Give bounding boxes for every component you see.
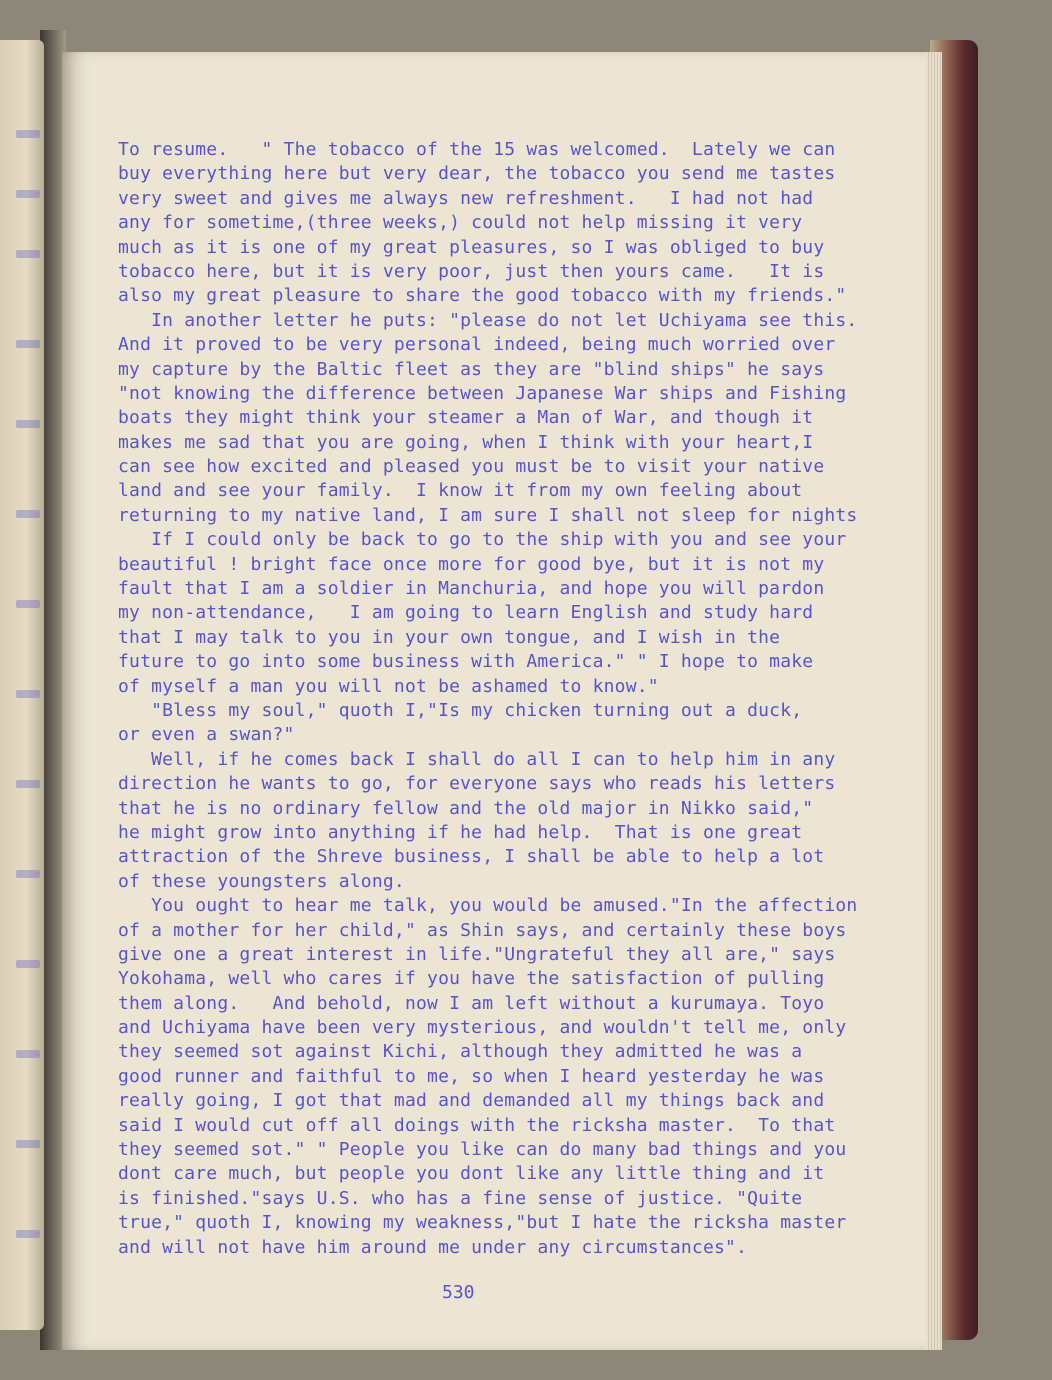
ink-bleed <box>16 340 40 348</box>
ink-bleed <box>16 960 40 968</box>
text-line: that I may talk to you in your own tongue, and I wish in the <box>118 626 781 648</box>
text-line: my non-attendance, I am going to learn English and study hard <box>118 602 814 624</box>
text-line: attraction of the Shreve business, I shall be able to help a lot <box>118 846 825 868</box>
text-line: really going, I got that mad and demanded all my things back and <box>118 1090 825 1112</box>
text-line: of myself a man you will not be ashamed to know." <box>118 675 659 697</box>
ink-bleed <box>16 420 40 428</box>
text-line: Yokohama, well who cares if you have the satisfaction of pulling <box>118 968 825 990</box>
text-line: "not knowing the difference between Japanese War ships and Fishing <box>118 382 847 404</box>
text-line: give one a great interest in life."Ungrateful they all are," says <box>118 943 836 965</box>
text-line: can see how excited and pleased you must be to visit your native <box>118 456 825 478</box>
typed-text-block <box>118 138 938 1260</box>
text-line: future to go into some business with America." " I hope to make <box>118 651 814 673</box>
ink-bleed <box>16 130 40 138</box>
text-line: and will not have him around me under any circumstances". <box>118 1236 748 1258</box>
ink-bleed <box>16 780 40 788</box>
ink-bleed <box>16 690 40 698</box>
ink-bleed <box>16 1230 40 1238</box>
book-page <box>62 52 942 1350</box>
left-page-edge <box>0 40 44 1330</box>
text-line: also my great pleasure to share the good tobacco with my friends." <box>118 285 847 307</box>
text-line: To resume. " The tobacco of the 15 was welcomed. Lately we can <box>118 139 836 160</box>
text-line: is finished."says U.S. who has a fine sense of justice. "Quite <box>118 1187 803 1209</box>
text-line: said I would cut off all doings with the ricksha master. To that <box>118 1114 836 1136</box>
text-line: very sweet and gives me always new refreshment. I had not had <box>118 187 814 209</box>
text-line: they seemed sot against Kichi, although they admitted he was a <box>118 1041 803 1063</box>
text-line: any for sometime,(three weeks,) could not help missing it very <box>118 212 803 234</box>
text-line: "Bless my soul," quoth I,"Is my chicken turning out a duck, <box>118 699 803 721</box>
text-line: or even a swan?" <box>118 724 295 746</box>
text-line: they seemed sot." " People you like can do many bad things and you <box>118 1139 847 1161</box>
text-line: and Uchiyama have been very mysterious, and wouldn't tell me, only <box>118 1017 847 1039</box>
text-line: If I could only be back to go to the ship with you and see your <box>118 529 847 551</box>
text-line: Well, if he comes back I shall do all I can to help him in any <box>118 748 836 770</box>
ink-bleed <box>16 250 40 258</box>
text-line: In another letter he puts: "please do not let Uchiyama see this. <box>118 309 858 331</box>
text-line: he might grow into anything if he had help. That is one great <box>118 821 803 843</box>
text-line: fault that I am a soldier in Manchuria, and hope you will pardon <box>118 578 825 600</box>
page-number: 530 <box>442 1282 475 1303</box>
text-line: much as it is one of my great pleasures, so I was obliged to buy <box>118 236 825 258</box>
ink-bleed <box>16 600 40 608</box>
text-line: that he is no ordinary fellow and the old major in Nikko said," <box>118 797 814 819</box>
ink-bleed <box>16 510 40 518</box>
text-line: You ought to hear me talk, you would be amused."In the affection <box>118 895 858 917</box>
text-line: my capture by the Baltic fleet as they are "blind ships" he says <box>118 358 825 380</box>
text-line: returning to my native land, I am sure I shall not sleep for nights <box>118 504 858 526</box>
text-line: buy everything here but very dear, the tobacco you send me tastes <box>118 163 836 185</box>
text-line: dont care much, but people you dont like any little thing and it <box>118 1163 825 1185</box>
ink-bleed <box>16 1140 40 1148</box>
text-line: land and see your family. I know it from my own feeling about <box>118 480 803 502</box>
text-line: boats they might think your steamer a Man of War, and though it <box>118 407 814 429</box>
ink-bleed <box>16 190 40 198</box>
text-line: makes me sad that you are going, when I think with your heart,I <box>118 431 814 453</box>
text-line: of a mother for her child," as Shin says, and certainly these boys <box>118 919 847 941</box>
text-line: good runner and faithful to me, so when I heard yesterday he was <box>118 1065 825 1087</box>
ink-bleed <box>16 1050 40 1058</box>
text-line: direction he wants to go, for everyone says who reads his letters <box>118 773 836 795</box>
text-line: true," quoth I, knowing my weakness,"but I hate the ricksha master <box>118 1212 847 1234</box>
text-line: tobacco here, but it is very poor, just then yours came. It is <box>118 260 825 282</box>
text-line: of these youngsters along. <box>118 870 405 892</box>
ink-bleed <box>16 870 40 878</box>
text-line: them along. And behold, now I am left without a kurumaya. Toyo <box>118 992 825 1014</box>
text-line: And it proved to be very personal indeed, being much worried over <box>118 334 836 356</box>
text-line: beautiful ! bright face once more for good bye, but it is not my <box>118 553 825 575</box>
